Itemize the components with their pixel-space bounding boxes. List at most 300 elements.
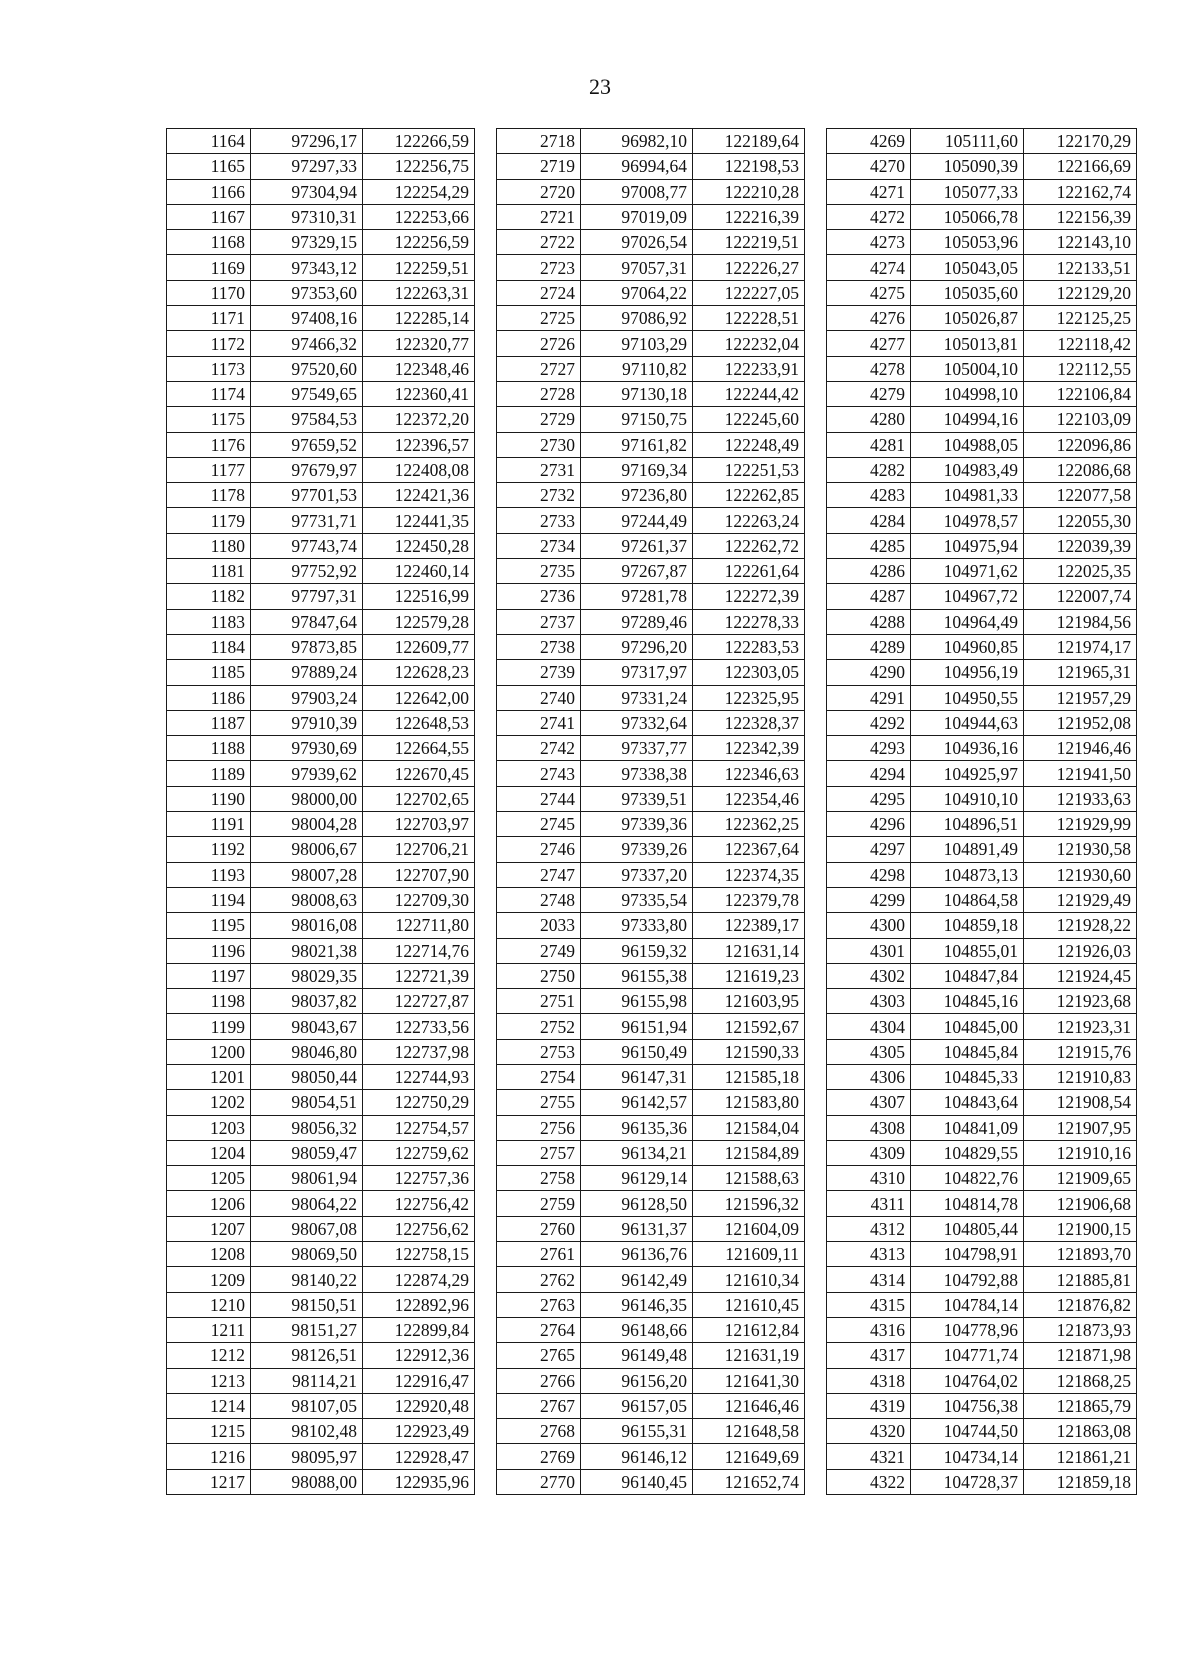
x-coordinate-cell: 104728,37 bbox=[911, 1469, 1024, 1494]
point-number-cell: 4303 bbox=[827, 989, 911, 1014]
point-number-cell: 1203 bbox=[167, 1115, 251, 1140]
table-row bbox=[167, 230, 475, 255]
x-coordinate-cell: 97304,94 bbox=[251, 179, 363, 204]
table-row bbox=[827, 1090, 1137, 1115]
x-coordinate-cell: 96134,21 bbox=[581, 1140, 693, 1165]
x-coordinate-cell: 105066,78 bbox=[911, 204, 1024, 229]
y-coordinate-cell: 121929,99 bbox=[1024, 812, 1137, 837]
point-number-cell: 2761 bbox=[497, 1242, 581, 1267]
point-number-cell: 4273 bbox=[827, 230, 911, 255]
point-number-cell: 4304 bbox=[827, 1014, 911, 1039]
y-coordinate-cell: 121933,63 bbox=[1024, 786, 1137, 811]
point-number-cell: 1213 bbox=[167, 1368, 251, 1393]
table-row bbox=[827, 1039, 1137, 1064]
table-row bbox=[167, 1090, 475, 1115]
x-coordinate-cell: 97731,71 bbox=[251, 508, 363, 533]
y-coordinate-cell: 122899,84 bbox=[363, 1317, 475, 1342]
x-coordinate-cell: 104841,09 bbox=[911, 1115, 1024, 1140]
x-coordinate-cell: 97332,64 bbox=[581, 710, 693, 735]
point-number-cell: 4314 bbox=[827, 1267, 911, 1292]
x-coordinate-cell: 97236,80 bbox=[581, 483, 693, 508]
table-row bbox=[167, 634, 475, 659]
table-row bbox=[827, 963, 1137, 988]
y-coordinate-cell: 122283,53 bbox=[693, 634, 805, 659]
table-row bbox=[497, 508, 805, 533]
x-coordinate-cell: 104784,14 bbox=[911, 1292, 1024, 1317]
point-number-cell: 2738 bbox=[497, 634, 581, 659]
y-coordinate-cell: 121952,08 bbox=[1024, 710, 1137, 735]
y-coordinate-cell: 122389,17 bbox=[693, 913, 805, 938]
y-coordinate-cell: 122354,46 bbox=[693, 786, 805, 811]
x-coordinate-cell: 96982,10 bbox=[581, 129, 693, 154]
table-row bbox=[497, 660, 805, 685]
x-coordinate-cell: 105053,96 bbox=[911, 230, 1024, 255]
table-row bbox=[167, 989, 475, 1014]
y-coordinate-cell: 122232,04 bbox=[693, 331, 805, 356]
y-coordinate-cell: 121596,32 bbox=[693, 1191, 805, 1216]
table-body bbox=[167, 129, 475, 1495]
point-number-cell: 2768 bbox=[497, 1419, 581, 1444]
y-coordinate-cell: 121585,18 bbox=[693, 1064, 805, 1089]
table-row bbox=[497, 204, 805, 229]
x-coordinate-cell: 104998,10 bbox=[911, 381, 1024, 406]
table-row bbox=[167, 1419, 475, 1444]
point-number-cell: 1204 bbox=[167, 1140, 251, 1165]
table-row bbox=[167, 1242, 475, 1267]
point-number-cell: 1164 bbox=[167, 129, 251, 154]
point-number-cell: 2735 bbox=[497, 559, 581, 584]
table-row bbox=[167, 710, 475, 735]
x-coordinate-cell: 96155,38 bbox=[581, 963, 693, 988]
point-number-cell: 2033 bbox=[497, 913, 581, 938]
x-coordinate-cell: 96157,05 bbox=[581, 1393, 693, 1418]
x-coordinate-cell: 104956,19 bbox=[911, 660, 1024, 685]
x-coordinate-cell: 97797,31 bbox=[251, 584, 363, 609]
point-number-cell: 4272 bbox=[827, 204, 911, 229]
point-number-cell: 4306 bbox=[827, 1064, 911, 1089]
table-row bbox=[497, 1469, 805, 1494]
x-coordinate-cell: 104896,51 bbox=[911, 812, 1024, 837]
x-coordinate-cell: 104845,84 bbox=[911, 1039, 1024, 1064]
y-coordinate-cell: 122892,96 bbox=[363, 1292, 475, 1317]
x-coordinate-cell: 97267,87 bbox=[581, 559, 693, 584]
point-number-cell: 1208 bbox=[167, 1242, 251, 1267]
table-row bbox=[497, 1216, 805, 1241]
y-coordinate-cell: 121930,58 bbox=[1024, 837, 1137, 862]
point-number-cell: 1201 bbox=[167, 1064, 251, 1089]
point-number-cell: 1198 bbox=[167, 989, 251, 1014]
point-number-cell: 1184 bbox=[167, 634, 251, 659]
table-row bbox=[497, 1064, 805, 1089]
x-coordinate-cell: 97408,16 bbox=[251, 306, 363, 331]
table-row bbox=[497, 634, 805, 659]
point-number-cell: 1191 bbox=[167, 812, 251, 837]
point-number-cell: 4283 bbox=[827, 483, 911, 508]
x-coordinate-cell: 96128,50 bbox=[581, 1191, 693, 1216]
y-coordinate-cell: 122278,33 bbox=[693, 609, 805, 634]
point-number-cell: 1189 bbox=[167, 761, 251, 786]
point-number-cell: 4276 bbox=[827, 306, 911, 331]
y-coordinate-cell: 122460,14 bbox=[363, 559, 475, 584]
point-number-cell: 2754 bbox=[497, 1064, 581, 1089]
x-coordinate-cell: 97310,31 bbox=[251, 204, 363, 229]
table-row bbox=[167, 1216, 475, 1241]
point-number-cell: 1181 bbox=[167, 559, 251, 584]
table-row bbox=[497, 938, 805, 963]
y-coordinate-cell: 122711,80 bbox=[363, 913, 475, 938]
table-row bbox=[827, 154, 1137, 179]
table-row bbox=[167, 584, 475, 609]
point-number-cell: 1211 bbox=[167, 1317, 251, 1342]
x-coordinate-cell: 98037,82 bbox=[251, 989, 363, 1014]
table-row bbox=[167, 381, 475, 406]
table-row bbox=[167, 508, 475, 533]
x-coordinate-cell: 97930,69 bbox=[251, 736, 363, 761]
x-coordinate-cell: 98095,97 bbox=[251, 1444, 363, 1469]
y-coordinate-cell: 122118,42 bbox=[1024, 331, 1137, 356]
table-row bbox=[167, 1317, 475, 1342]
point-number-cell: 4290 bbox=[827, 660, 911, 685]
y-coordinate-cell: 122346,63 bbox=[693, 761, 805, 786]
y-coordinate-cell: 121924,45 bbox=[1024, 963, 1137, 988]
y-coordinate-cell: 121923,68 bbox=[1024, 989, 1137, 1014]
table-row bbox=[497, 356, 805, 381]
y-coordinate-cell: 122579,28 bbox=[363, 609, 475, 634]
x-coordinate-cell: 104983,49 bbox=[911, 457, 1024, 482]
y-coordinate-cell: 122170,29 bbox=[1024, 129, 1137, 154]
y-coordinate-cell: 121641,30 bbox=[693, 1368, 805, 1393]
table-body bbox=[827, 129, 1137, 1495]
point-number-cell: 1169 bbox=[167, 255, 251, 280]
point-number-cell: 1212 bbox=[167, 1343, 251, 1368]
table-row bbox=[167, 204, 475, 229]
table-row bbox=[167, 786, 475, 811]
point-number-cell: 2734 bbox=[497, 533, 581, 558]
table-row bbox=[827, 1267, 1137, 1292]
y-coordinate-cell: 121584,04 bbox=[693, 1115, 805, 1140]
table-row bbox=[497, 280, 805, 305]
point-number-cell: 2721 bbox=[497, 204, 581, 229]
x-coordinate-cell: 97353,60 bbox=[251, 280, 363, 305]
y-coordinate-cell: 122244,42 bbox=[693, 381, 805, 406]
point-number-cell: 4313 bbox=[827, 1242, 911, 1267]
table-row bbox=[497, 432, 805, 457]
table-row bbox=[827, 1292, 1137, 1317]
point-number-cell: 2726 bbox=[497, 331, 581, 356]
x-coordinate-cell: 96142,49 bbox=[581, 1267, 693, 1292]
x-coordinate-cell: 97339,51 bbox=[581, 786, 693, 811]
y-coordinate-cell: 122007,74 bbox=[1024, 584, 1137, 609]
y-coordinate-cell: 122756,62 bbox=[363, 1216, 475, 1241]
x-coordinate-cell: 96159,32 bbox=[581, 938, 693, 963]
point-number-cell: 2757 bbox=[497, 1140, 581, 1165]
table-row bbox=[827, 710, 1137, 735]
table-row bbox=[827, 331, 1137, 356]
point-number-cell: 2765 bbox=[497, 1343, 581, 1368]
x-coordinate-cell: 98056,32 bbox=[251, 1115, 363, 1140]
point-number-cell: 2762 bbox=[497, 1267, 581, 1292]
table-row bbox=[827, 179, 1137, 204]
x-coordinate-cell: 104764,02 bbox=[911, 1368, 1024, 1393]
point-number-cell: 2748 bbox=[497, 887, 581, 912]
point-number-cell: 2764 bbox=[497, 1317, 581, 1342]
table-row bbox=[167, 559, 475, 584]
point-number-cell: 1209 bbox=[167, 1267, 251, 1292]
y-coordinate-cell: 122210,28 bbox=[693, 179, 805, 204]
y-coordinate-cell: 122272,39 bbox=[693, 584, 805, 609]
y-coordinate-cell: 122516,99 bbox=[363, 584, 475, 609]
point-number-cell: 4308 bbox=[827, 1115, 911, 1140]
y-coordinate-cell: 122702,65 bbox=[363, 786, 475, 811]
table-row bbox=[497, 1444, 805, 1469]
x-coordinate-cell: 98114,21 bbox=[251, 1368, 363, 1393]
y-coordinate-cell: 122112,55 bbox=[1024, 356, 1137, 381]
table-row bbox=[827, 1115, 1137, 1140]
x-coordinate-cell: 96150,49 bbox=[581, 1039, 693, 1064]
y-coordinate-cell: 122396,57 bbox=[363, 432, 475, 457]
point-number-cell: 1186 bbox=[167, 685, 251, 710]
x-coordinate-cell: 104873,13 bbox=[911, 862, 1024, 887]
table-row bbox=[167, 1292, 475, 1317]
point-number-cell: 4317 bbox=[827, 1343, 911, 1368]
y-coordinate-cell: 122086,68 bbox=[1024, 457, 1137, 482]
point-number-cell: 1182 bbox=[167, 584, 251, 609]
table-row bbox=[167, 1368, 475, 1393]
point-number-cell: 4307 bbox=[827, 1090, 911, 1115]
point-number-cell: 2719 bbox=[497, 154, 581, 179]
table-row bbox=[827, 938, 1137, 963]
point-number-cell: 2758 bbox=[497, 1166, 581, 1191]
x-coordinate-cell: 97289,46 bbox=[581, 609, 693, 634]
y-coordinate-cell: 122226,27 bbox=[693, 255, 805, 280]
x-coordinate-cell: 97317,97 bbox=[581, 660, 693, 685]
x-coordinate-cell: 98000,00 bbox=[251, 786, 363, 811]
x-coordinate-cell: 97584,53 bbox=[251, 407, 363, 432]
y-coordinate-cell: 122156,39 bbox=[1024, 204, 1137, 229]
point-number-cell: 4298 bbox=[827, 862, 911, 887]
point-number-cell: 4294 bbox=[827, 761, 911, 786]
table-row bbox=[167, 913, 475, 938]
y-coordinate-cell: 122256,75 bbox=[363, 154, 475, 179]
x-coordinate-cell: 97261,37 bbox=[581, 533, 693, 558]
x-coordinate-cell: 98088,00 bbox=[251, 1469, 363, 1494]
point-number-cell: 2746 bbox=[497, 837, 581, 862]
x-coordinate-cell: 96146,35 bbox=[581, 1292, 693, 1317]
x-coordinate-cell: 97659,52 bbox=[251, 432, 363, 457]
table-row bbox=[827, 306, 1137, 331]
x-coordinate-cell: 96149,48 bbox=[581, 1343, 693, 1368]
y-coordinate-cell: 122227,05 bbox=[693, 280, 805, 305]
y-coordinate-cell: 121908,54 bbox=[1024, 1090, 1137, 1115]
point-number-cell: 4310 bbox=[827, 1166, 911, 1191]
y-coordinate-cell: 122129,20 bbox=[1024, 280, 1137, 305]
table-row bbox=[167, 1343, 475, 1368]
x-coordinate-cell: 97338,38 bbox=[581, 761, 693, 786]
x-coordinate-cell: 98007,28 bbox=[251, 862, 363, 887]
table-row bbox=[827, 280, 1137, 305]
table-row bbox=[827, 559, 1137, 584]
point-number-cell: 1170 bbox=[167, 280, 251, 305]
x-coordinate-cell: 104845,00 bbox=[911, 1014, 1024, 1039]
y-coordinate-cell: 121590,33 bbox=[693, 1039, 805, 1064]
table-row bbox=[827, 1242, 1137, 1267]
y-coordinate-cell: 122251,53 bbox=[693, 457, 805, 482]
point-number-cell: 2737 bbox=[497, 609, 581, 634]
y-coordinate-cell: 121863,08 bbox=[1024, 1419, 1137, 1444]
point-number-cell: 1175 bbox=[167, 407, 251, 432]
y-coordinate-cell: 122754,57 bbox=[363, 1115, 475, 1140]
y-coordinate-cell: 122262,85 bbox=[693, 483, 805, 508]
y-coordinate-cell: 122328,37 bbox=[693, 710, 805, 735]
x-coordinate-cell: 104971,62 bbox=[911, 559, 1024, 584]
y-coordinate-cell: 122935,96 bbox=[363, 1469, 475, 1494]
x-coordinate-cell: 105043,05 bbox=[911, 255, 1024, 280]
point-number-cell: 2730 bbox=[497, 432, 581, 457]
y-coordinate-cell: 121941,50 bbox=[1024, 761, 1137, 786]
table-row bbox=[497, 559, 805, 584]
point-number-cell: 4289 bbox=[827, 634, 911, 659]
x-coordinate-cell: 97337,77 bbox=[581, 736, 693, 761]
point-number-cell: 1183 bbox=[167, 609, 251, 634]
y-coordinate-cell: 122706,21 bbox=[363, 837, 475, 862]
x-coordinate-cell: 97873,85 bbox=[251, 634, 363, 659]
table-row bbox=[827, 381, 1137, 406]
x-coordinate-cell: 105077,33 bbox=[911, 179, 1024, 204]
y-coordinate-cell: 122106,84 bbox=[1024, 381, 1137, 406]
point-number-cell: 4312 bbox=[827, 1216, 911, 1241]
x-coordinate-cell: 97847,64 bbox=[251, 609, 363, 634]
x-coordinate-cell: 105004,10 bbox=[911, 356, 1024, 381]
y-coordinate-cell: 122703,97 bbox=[363, 812, 475, 837]
x-coordinate-cell: 97679,97 bbox=[251, 457, 363, 482]
x-coordinate-cell: 97339,26 bbox=[581, 837, 693, 862]
y-coordinate-cell: 122263,24 bbox=[693, 508, 805, 533]
x-coordinate-cell: 97701,53 bbox=[251, 483, 363, 508]
table-row bbox=[497, 1242, 805, 1267]
table-row bbox=[827, 1444, 1137, 1469]
y-coordinate-cell: 122441,35 bbox=[363, 508, 475, 533]
table-row bbox=[827, 457, 1137, 482]
table-row bbox=[827, 508, 1137, 533]
y-coordinate-cell: 121861,21 bbox=[1024, 1444, 1137, 1469]
table-row bbox=[167, 280, 475, 305]
y-coordinate-cell: 122248,49 bbox=[693, 432, 805, 457]
y-coordinate-cell: 121923,31 bbox=[1024, 1014, 1137, 1039]
y-coordinate-cell: 122077,58 bbox=[1024, 483, 1137, 508]
x-coordinate-cell: 104925,97 bbox=[911, 761, 1024, 786]
y-coordinate-cell: 122709,30 bbox=[363, 887, 475, 912]
x-coordinate-cell: 104805,44 bbox=[911, 1216, 1024, 1241]
table-row bbox=[827, 634, 1137, 659]
x-coordinate-cell: 97520,60 bbox=[251, 356, 363, 381]
point-number-cell: 4295 bbox=[827, 786, 911, 811]
x-coordinate-cell: 104843,64 bbox=[911, 1090, 1024, 1115]
y-coordinate-cell: 121609,11 bbox=[693, 1242, 805, 1267]
point-number-cell: 4319 bbox=[827, 1393, 911, 1418]
point-number-cell: 1206 bbox=[167, 1191, 251, 1216]
table-row bbox=[827, 913, 1137, 938]
table-row bbox=[497, 913, 805, 938]
point-number-cell: 1193 bbox=[167, 862, 251, 887]
table-row bbox=[497, 1419, 805, 1444]
point-number-cell: 2760 bbox=[497, 1216, 581, 1241]
y-coordinate-cell: 122325,95 bbox=[693, 685, 805, 710]
x-coordinate-cell: 96146,12 bbox=[581, 1444, 693, 1469]
point-number-cell: 4311 bbox=[827, 1191, 911, 1216]
y-coordinate-cell: 121893,70 bbox=[1024, 1242, 1137, 1267]
point-number-cell: 4277 bbox=[827, 331, 911, 356]
point-number-cell: 2722 bbox=[497, 230, 581, 255]
x-coordinate-cell: 97161,82 bbox=[581, 432, 693, 457]
y-coordinate-cell: 122360,41 bbox=[363, 381, 475, 406]
point-number-cell: 4305 bbox=[827, 1039, 911, 1064]
x-coordinate-cell: 104822,76 bbox=[911, 1166, 1024, 1191]
x-coordinate-cell: 97057,31 bbox=[581, 255, 693, 280]
point-number-cell: 1180 bbox=[167, 533, 251, 558]
point-number-cell: 1187 bbox=[167, 710, 251, 735]
table-row bbox=[167, 1115, 475, 1140]
table-row bbox=[827, 1216, 1137, 1241]
x-coordinate-cell: 104978,57 bbox=[911, 508, 1024, 533]
x-coordinate-cell: 104771,74 bbox=[911, 1343, 1024, 1368]
x-coordinate-cell: 104792,88 bbox=[911, 1267, 1024, 1292]
y-coordinate-cell: 121974,17 bbox=[1024, 634, 1137, 659]
table-row bbox=[827, 1064, 1137, 1089]
x-coordinate-cell: 97110,82 bbox=[581, 356, 693, 381]
x-coordinate-cell: 97130,18 bbox=[581, 381, 693, 406]
y-coordinate-cell: 122103,09 bbox=[1024, 407, 1137, 432]
table-row bbox=[497, 609, 805, 634]
x-coordinate-cell: 98004,28 bbox=[251, 812, 363, 837]
y-coordinate-cell: 121604,09 bbox=[693, 1216, 805, 1241]
point-number-cell: 2720 bbox=[497, 179, 581, 204]
x-coordinate-cell: 97337,20 bbox=[581, 862, 693, 887]
table-row bbox=[497, 1115, 805, 1140]
y-coordinate-cell: 121588,63 bbox=[693, 1166, 805, 1191]
point-number-cell: 4292 bbox=[827, 710, 911, 735]
x-coordinate-cell: 97466,32 bbox=[251, 331, 363, 356]
table-row bbox=[827, 685, 1137, 710]
table-row bbox=[827, 609, 1137, 634]
point-number-cell: 1190 bbox=[167, 786, 251, 811]
point-number-cell: 2740 bbox=[497, 685, 581, 710]
y-coordinate-cell: 121859,18 bbox=[1024, 1469, 1137, 1494]
x-coordinate-cell: 104981,33 bbox=[911, 483, 1024, 508]
x-coordinate-cell: 96155,98 bbox=[581, 989, 693, 1014]
y-coordinate-cell: 121907,95 bbox=[1024, 1115, 1137, 1140]
table-row bbox=[497, 230, 805, 255]
y-coordinate-cell: 121957,29 bbox=[1024, 685, 1137, 710]
y-coordinate-cell: 122923,49 bbox=[363, 1419, 475, 1444]
x-coordinate-cell: 104988,05 bbox=[911, 432, 1024, 457]
point-number-cell: 4300 bbox=[827, 913, 911, 938]
coordinate-table-1 bbox=[166, 128, 475, 1495]
point-number-cell: 1188 bbox=[167, 736, 251, 761]
table-row bbox=[497, 255, 805, 280]
table-row bbox=[167, 1444, 475, 1469]
point-number-cell: 1176 bbox=[167, 432, 251, 457]
point-number-cell: 4299 bbox=[827, 887, 911, 912]
x-coordinate-cell: 104859,18 bbox=[911, 913, 1024, 938]
y-coordinate-cell: 121583,80 bbox=[693, 1090, 805, 1115]
table-row bbox=[497, 761, 805, 786]
y-coordinate-cell: 122219,51 bbox=[693, 230, 805, 255]
y-coordinate-cell: 121910,83 bbox=[1024, 1064, 1137, 1089]
y-coordinate-cell: 122256,59 bbox=[363, 230, 475, 255]
table-row bbox=[497, 154, 805, 179]
x-coordinate-cell: 97297,33 bbox=[251, 154, 363, 179]
y-coordinate-cell: 122714,76 bbox=[363, 938, 475, 963]
